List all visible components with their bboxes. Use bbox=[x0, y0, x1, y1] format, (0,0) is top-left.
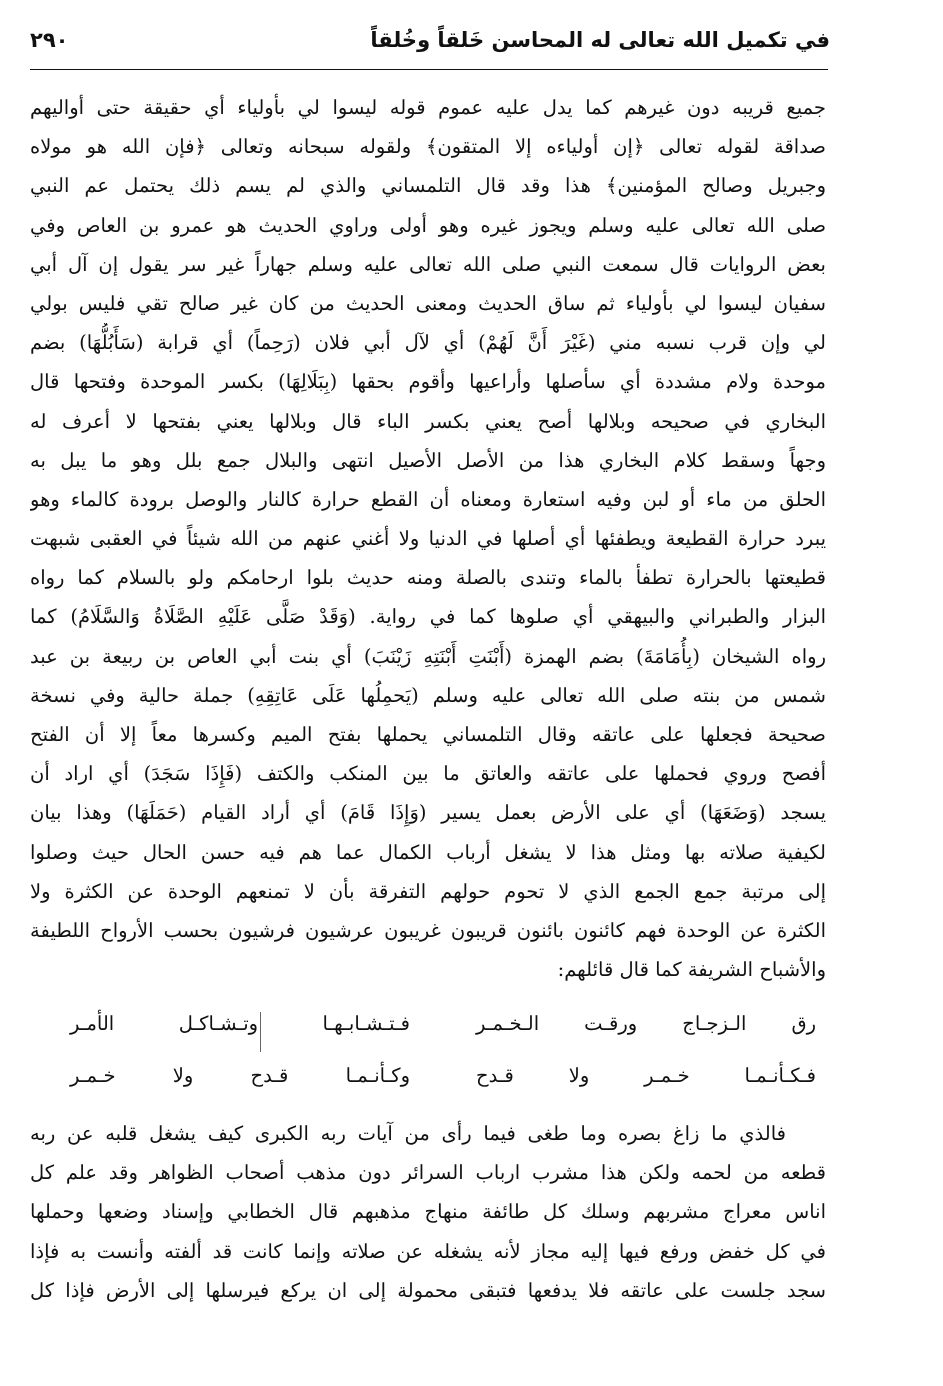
text-line: يبرد حرارة القطيعة ويطفئها أي أصلها في الدنيا ولا أغني عنهم من الله شيئاً في العقبى شبهت bbox=[30, 527, 826, 551]
poem-verse bbox=[30, 1004, 826, 1056]
text-line: أفصح وروي فحملها على عاتقه والعاتق ما بين المنكب والكتف (فَإِذَا سَجَدَ) أي اراد أن bbox=[30, 762, 826, 786]
text-line: وجبريل وصالح المؤمنين﴾ هذا وقد قال التلمساني والذي لم يسم ذلك يحتمل عم النبي bbox=[30, 174, 826, 198]
verse-first-hemistich: رق الـزجـاج ورقـت الـخـمـر bbox=[476, 1012, 816, 1035]
text-line: البخاري في صحيحه وبلالها أصح يعني بكسر الباء قال وبلالها يعني بفتحها لا أعرف له bbox=[30, 409, 826, 433]
text-line: رواه الشيخان (بِأُمَامَةَ) بضم الهمزة (أَبْنَتِ أَبْنَتِهِ زَيْنَبَ) أي بنت أبي العاص بن ربيعة بن عبد bbox=[30, 644, 826, 668]
poem-verse bbox=[30, 1056, 826, 1108]
text-line: صداقة لقوله تعالى ﴿إن أولياءه إلا المتقون﴾ ولقوله سبحانه وتعالى ﴿فإن الله هو مولاه bbox=[30, 135, 826, 159]
text-line: الحلق من ماء أو لبن وفيه استعارة ومعناه أن القطع حرارة كالنار والوصل برودة كالماء وهو bbox=[30, 487, 826, 511]
verse-divider bbox=[260, 1012, 261, 1052]
verse-second-hemistich: وكـأنـمـا قـدح ولا خـمـر bbox=[70, 1064, 410, 1087]
text-line: الكثرة عن الوحدة فهم كائنون بائنون قريبون غريبون عرشيون فرشيون بحسب الأرواح اللطيفة bbox=[30, 918, 826, 942]
page-header bbox=[30, 24, 830, 70]
text-line: اناس معراج مشربهم وسلك كل طائفة منهاج مذهبهم قال الخطابي وإسناد وضعها وحملها bbox=[30, 1200, 826, 1224]
text-line: لكيفية صلاته بها ومثل هذا لا يشغل أرباب الكمال عما هم فيه حسن الحال حيث وصلوا bbox=[30, 840, 826, 864]
text-line: جميع قريبه دون غيرهم كما يدل عليه عموم قوله ليسوا لي بأولياء أي حقيقة حتى أواليهم bbox=[30, 96, 826, 119]
text-line: يسجد (وَضَعَهَا) أي على الأرض بعمل يسير (وَإِذَا قَامَ) أي أراد القيام (حَمَلَهَا) وهذا بيان bbox=[30, 801, 826, 825]
text-line: قطعه من لحمه ولكن هذا مشرب ارباب السرائر دون مذهب أصحاب الظواهر وقد علم كل bbox=[30, 1161, 826, 1185]
text-line: لي وإن قرب نسبه مني (غَيْرَ أَنَّ لَهُمْ) أي لآل أبي فلان (رَحِماً) أي قرابة (سَأَبُلُّهَا) بضم bbox=[30, 331, 826, 355]
text-line: في كل خفض ورفع فيها إليه مجاز لأنه يشغله عن صلاته وإنما كانت قد ألفته وأنست به فإذا bbox=[30, 1239, 826, 1263]
text-line: والأشباح الشريفة كما قال قائلهم: bbox=[557, 958, 826, 982]
paragraph-1 bbox=[30, 88, 826, 989]
text-line: سفيان ليسوا لي بأولياء ثم ساق الحديث ومعنى الحديث من كان غير صالح تقي فليس بولي bbox=[30, 291, 826, 315]
page-number: ٢٩٠ bbox=[30, 28, 69, 52]
text-line: وجهاً وسقط كلام البخاري هذا من الأصل الأصيل انتهى والبلال جمع بلل وهو ما يبل به bbox=[30, 448, 826, 472]
paragraph-2 bbox=[30, 1114, 826, 1310]
text-line: إلى مرتبة جمع الجمع الذي لا تحوم حولهم التفرقة بأن لا تمنعهم الوحدة عن الكثرة ولا bbox=[30, 879, 826, 903]
text-line: قطيعتها بالحرارة تطفأ بالماء وتندى بالصلة ومنه حديث بلوا ارحامكم ولو بالسلام كما رواه bbox=[30, 566, 826, 590]
text-line: صلى الله تعالى عليه وسلم ويجوز غيره وهو أولى وراوي الحديث هو عمرو بن العاص وفي bbox=[30, 213, 826, 237]
running-title: في تكميل الله تعالى له المحاسن خَلقاً وخُلقاً bbox=[370, 28, 830, 52]
text-line: فالذي ما زاغ بصره وما طغى فيما رأى من آيات ربه الكبرى كيف يشغل قلبه عن ربه bbox=[30, 1122, 786, 1145]
text-line: موحدة ولام مشددة أي سأصلها وأراعيها وأقوم بحقها (بِبَلَالِهَا) بكسر الموحدة وفتحها قال bbox=[30, 370, 826, 394]
verse-second-hemistich: فـتـشـابـهـا وتـشـاكـل الأمـر bbox=[70, 1012, 410, 1035]
text-line: شمس من بنته صلى الله تعالى عليه وسلم (يَحمِلُها عَلَى عَاتِقِهِ) جملة حالية وفي نسخة bbox=[30, 683, 826, 707]
text-line: صحيحة فجعلها على عاتقه وقال التلمساني يحملها بفتح الميم وكسرها معاً إلا أن الفتح bbox=[30, 723, 826, 746]
verse-first-hemistich: فـكـأنـمـا خـمـر ولا قـدح bbox=[476, 1064, 816, 1087]
text-line: بعض الروايات قال سمعت النبي صلى الله تعالى عليه وسلم جهاراً غير سر يقول إن آل أبي bbox=[30, 252, 826, 276]
text-line: سجد جلست على عاتقه فلا يدفعها فتبقى محمولة إلى ان يركع فيرسلها إلى الأرض فإذا كل bbox=[30, 1278, 826, 1302]
header-rule bbox=[30, 69, 828, 70]
text-line: البزار والطبراني والبيهقي أي صلوها كما في رواية. (وَقَدْ صَلَّى عَلَيْهِ الصَّلَاةُ وَالسَّلَامُ) كما bbox=[30, 605, 826, 629]
poem bbox=[30, 1004, 826, 1108]
